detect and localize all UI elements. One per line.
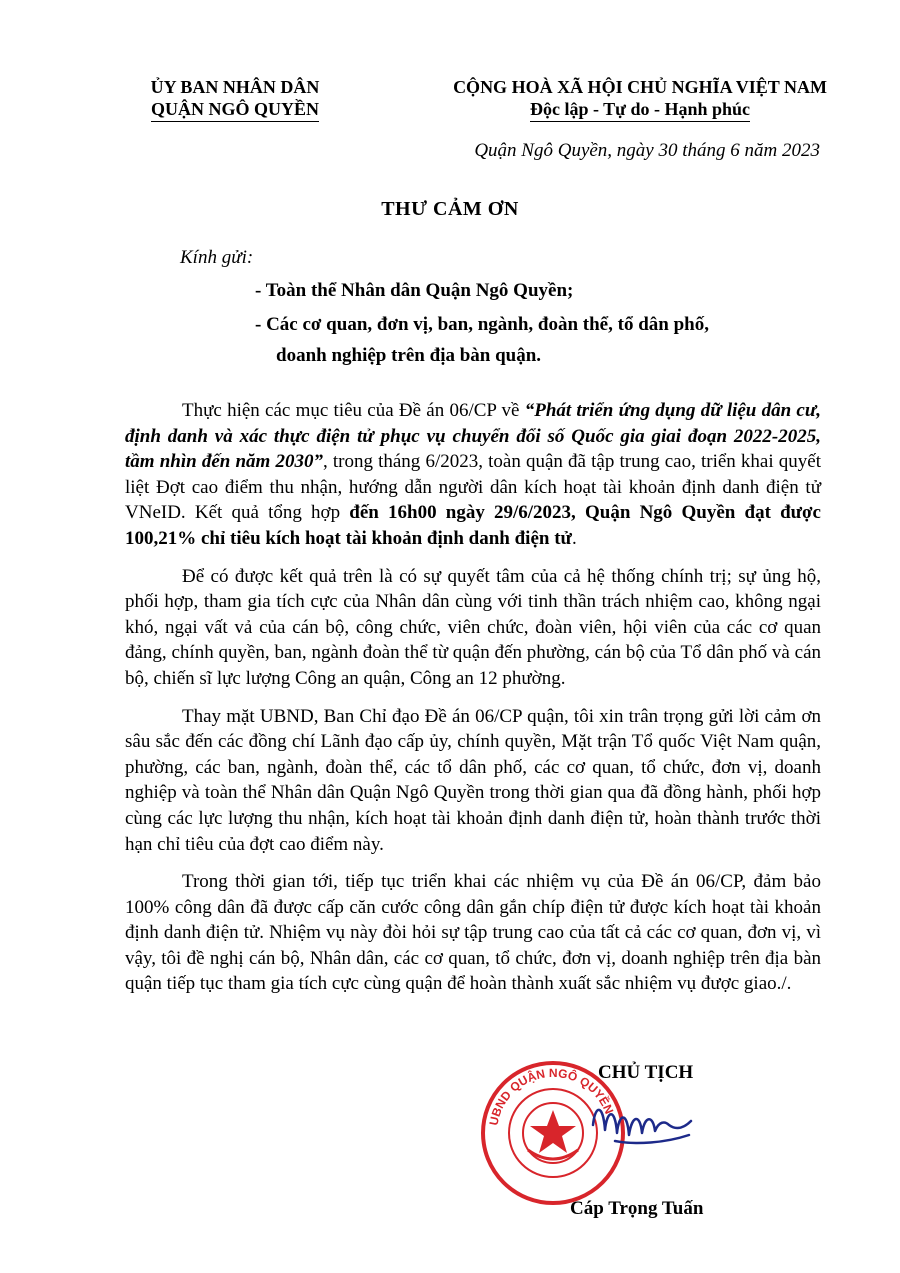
recipient-line-3: doanh nghiệp trên địa bàn quận. [276,345,542,366]
signer-position: CHỦ TỊCH [598,1062,694,1083]
paragraph-1-middle: , trong tháng 6/2023, toàn quận đã tập trung cao, triển khai quyết liệt Đợt cao điểm thu nhận, hướng dẫn người dân kích hoạt tài khoản định danh điện tử VNeID. Kết quả tổng hợp [125,451,821,524]
national-motto: Độc lập - Tự do - Hạnh phúc [530,98,750,122]
recipient-line-2: - Các cơ quan, đơn vị, ban, ngành, đoàn thể, tổ dân phố, [255,314,709,335]
paragraph-1-end: . [571,527,577,549]
paragraph-4: Trong thời gian tới, tiếp tục triển khai các nhiệm vụ của Đề án 06/CP, đảm bảo 100% công dân đã được cấp căn cước công dân gắn chíp điện tử được kích hoạt tài khoản định danh điện tử. Nhiệm vụ này đòi hỏi sự tập trung cao của tất cả các cơ quan, đơn vị, vì vậy, tôi đề nghị cán bộ, Nhân dân, các cơ quan, tổ chức, đơn vị, doanh nghiệp trên địa bàn quận tiếp tục tham gia tích cực cùng quận để hoàn thành xuất sắc nhiệm vụ được giao./. [125,871,821,995]
paragraph-2: Để có được kết quả trên là có sự quyết tâm của cả hệ thống chính trị; sự ủng hộ, phối hợp, tham gia tích cực của Nhân dân cùng với tinh thần trách nhiệm cao, không ngại khó, ngại vất vả của cán bộ, công chức, viên chức, đoàn viên, hội viên của các cơ quan đảng, chính quyền, ban, ngành đoàn thể từ quận đến phường, cán bộ của Tổ dân phố và cán bộ, chiến sĩ lực lượng Công an quận, Công an 12 phường. [125,565,821,689]
letter-body [125,398,821,1009]
paragraph-3: Thay mặt UBND, Ban Chỉ đạo Đề án 06/CP quận, tôi xin trân trọng gửi lời cảm ơn sâu sắc đến các đồng chí Lãnh đạo cấp ủy, chính quyền, Mặt trận Tổ quốc Việt Nam quận, phường, các ban, ngành, đoàn thể, các tổ dân phố, các cơ quan, tổ chức, đơn vị, doanh nghiệp và toàn thể Nhân dân Quận Ngô Quyền trong thời gian qua đã đồng hành, phối hợp cùng các lực lượng thu nhận, kích hoạt tài khoản định danh điện tử, hoàn thành trước thời hạn chỉ tiêu của đợt cao điểm này. [125,705,821,855]
emblem-star-icon [530,1110,576,1153]
agency-line-2: QUẬN NGÔ QUYỀN [151,98,319,122]
signer-name: Cáp Trọng Tuấn [570,1198,704,1219]
national-title: CỘNG HOÀ XÃ HỘI CHỦ NGHĨA VIỆT NAM [453,77,827,97]
seal-text: UBND QUẬN NGÔ QUYỀN [486,1065,617,1127]
national-header [420,76,860,122]
handwritten-signature [585,1085,695,1155]
recipient-line-1: - Toàn thể Nhân dân Quận Ngô Quyền; [255,280,574,301]
agency-line-1: ỦY BAN NHÂN DÂN [150,77,320,97]
salutation: Kính gửi: [180,247,254,268]
paragraph-1 [125,398,821,552]
date-line: Quận Ngô Quyền, ngày 30 tháng 6 năm 2023 [474,140,820,161]
result-highlight: đến 16h00 ngày 29/6/2023, Quận Ngô Quyền đạt được 100,21% chỉ tiêu kích hoạt tài khoản định danh điện tử [125,502,821,549]
issuing-agency [130,76,340,122]
paragraph-1-lead: Thực hiện các mục tiêu của Đề án 06/CP về [182,400,525,421]
letter-title: THƯ CẢM ƠN [381,198,519,220]
project-name: “Phát triển ứng dụng dữ liệu dân cư, định danh và xác thực điện tử phục vụ chuyển đổi số Quốc gia giai đoạn 2022-2025, tầm nhìn đến năm 2030” [125,400,821,473]
